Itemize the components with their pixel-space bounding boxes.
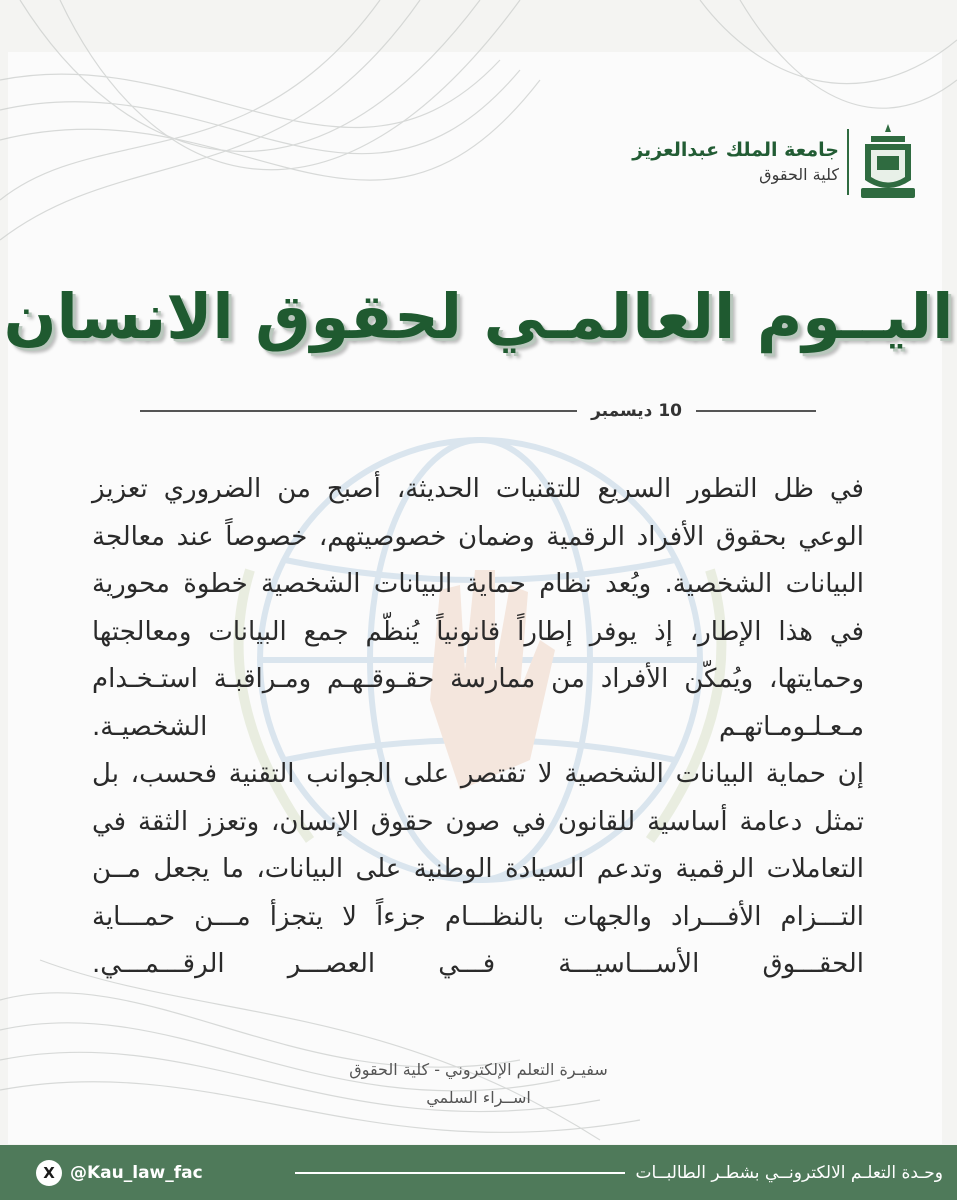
logo-divider	[847, 129, 849, 195]
footer-unit-block	[295, 1163, 943, 1183]
date-divider-right	[696, 410, 816, 412]
logo-text	[632, 137, 839, 187]
x-logo-icon: X	[36, 1160, 62, 1186]
footer-bar	[0, 1145, 957, 1200]
credit-block	[0, 1056, 957, 1112]
body-paragraph: في ظل التطور السريع للتقنيات الحديثة، أصبح من الضروري تعزيز الوعي بحقوق الأفراد الرقمية وضمان خصوصيتهم، خصوصاً عند معالجة البيانات الشخصية. ويُعد نظام حماية البيانات الشخصية خطوة محورية في هذا الإطار، إذ يوفر إطاراً قانونياً يُنظّم جمع البيانات ومعالجتها وحمايتها، ويُمكّن الأفراد من ممارسة حقـوقـهـم ومـراقبـة استـخـدام مـعـلـومـاتهـم الشخصيـة.	[92, 474, 864, 742]
credit-name: اســراء السلمي	[426, 1088, 531, 1107]
university-logo-icon	[857, 122, 919, 202]
date-divider-left	[140, 410, 577, 412]
social-handle: @Kau_law_fac	[70, 1162, 203, 1183]
date-row	[140, 396, 816, 426]
date-label: 10 ديسمبر	[591, 401, 682, 421]
credit-role: سفيـرة التعلم الإلكتروني - كلية الحقوق	[349, 1060, 608, 1079]
body-paragraph: إن حماية البيانات الشخصية لا تقتصر على الجوانب التقنية فحسب، بل تمثل دعامة أساسية للقانون في صون حقوق الإنسان، وتعزز الثقة في التعاملات الرقمية وتدعم السيادة الوطنية على البيانات، ما يجعل مــن التـــزام الأفـــراد والجهات بالنظـــام جزءاً لا يتجزأ مـــن حمـــاية الحقـــوق الأســـاسيـــة فـــي العصـــر الرقـــمـــي.	[92, 759, 864, 979]
university-name: جامعة الملك عبدالعزيز	[632, 139, 839, 161]
article-body	[92, 466, 864, 989]
faculty-name: كلية الحقوق	[759, 165, 839, 184]
header-logo	[632, 122, 919, 202]
page-title: اليــوم العالمـي لحقوق الانسان	[3, 280, 954, 353]
footer-divider	[295, 1172, 625, 1174]
social-handle-link[interactable]	[36, 1160, 203, 1186]
footer-unit-name: وحـدة التعلـم الالكترونــي بشطـر الطالبــات	[635, 1162, 943, 1183]
